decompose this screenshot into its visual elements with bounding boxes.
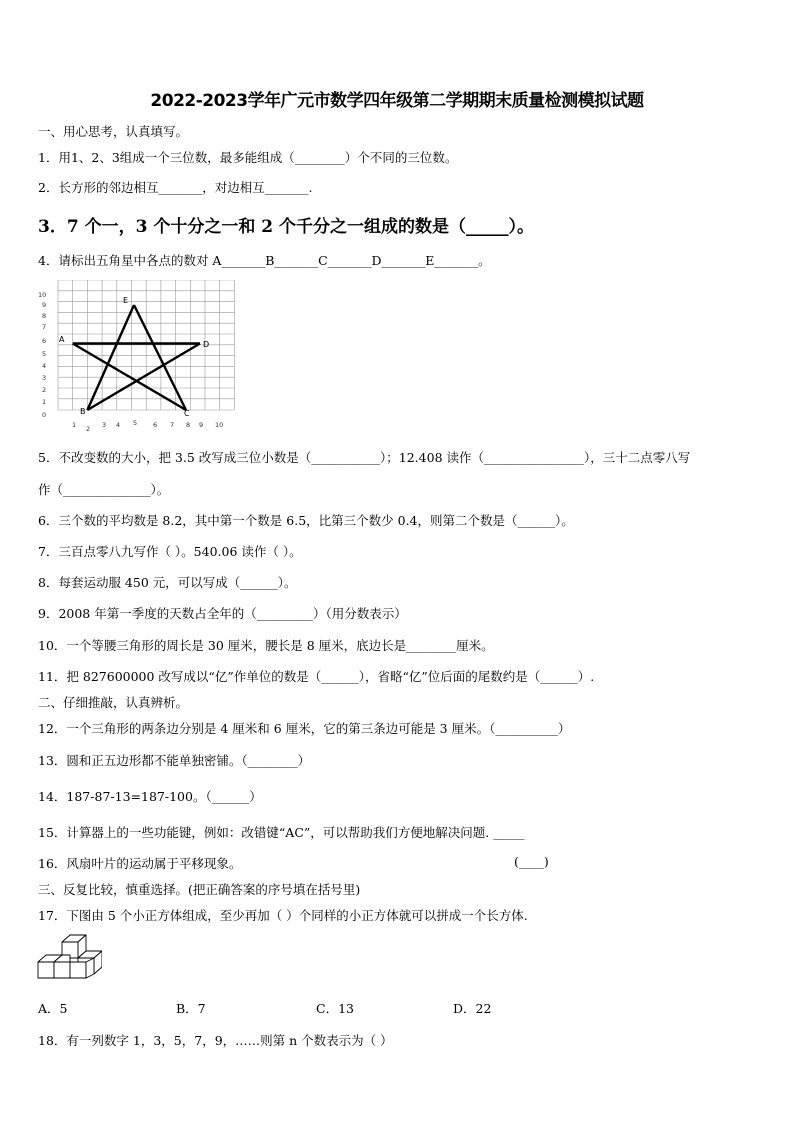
question-5-continued: 作（______________）。: [38, 482, 170, 497]
page-title: 2022-2023学年广元市数学四年级第二学期期末质量检测模拟试题: [150, 91, 644, 111]
y-tick-label: 5: [42, 350, 47, 358]
x-tick-label: 10: [215, 421, 224, 429]
question-10: 10．一个等腰三角形的周长是 30 厘米，腰长是 8 厘米，底边长是________厘米。: [38, 638, 494, 653]
x-tick-label: 6: [153, 421, 158, 429]
y-tick-label: 1: [42, 398, 47, 406]
option-a: A．5: [38, 1001, 68, 1016]
x-tick-label: 9: [199, 421, 204, 429]
question-18: 18．有一列数字 1，3，5，7，9，……则第 n 个数表示为（ ）: [38, 1033, 393, 1048]
question-5: 5．不改变数的大小，把 3.5 改写成三位小数是（___________）；12.408 读作（________________），三十二点零八写: [38, 450, 691, 465]
question-12: 12．一个三角形的两条边分别是 4 厘米和 6 厘米，它的第三条边可能是 3 厘米。（__________）: [38, 721, 571, 736]
point-label-b: B: [80, 407, 86, 416]
option-b: B．7: [176, 1001, 206, 1016]
star-shape: [73, 305, 200, 410]
x-tick-label: 8: [186, 421, 191, 429]
y-tick-label: 3: [42, 374, 47, 382]
question-1: 1．用1、2、3组成一个三位数，最多能组成（________）个不同的三位数。: [38, 150, 458, 165]
section-1-heading: 一、用心思考，认真填写。: [38, 124, 189, 139]
y-tick-label: 8: [42, 312, 47, 320]
section-2-heading: 二、仔细推敲，认真辨析。: [38, 695, 189, 710]
question-4: 4．请标出五角星中各点的数对 A_______B_______C_______D_______E_______。: [38, 253, 491, 268]
y-tick-label: 2: [42, 386, 47, 394]
y-tick-label: 10: [38, 291, 47, 299]
question-15: 15．计算器上的一些功能键，例如：改错键“AC”，可以帮助我们方便地解决问题. _____: [38, 825, 525, 840]
star-grid-figure: [34, 280, 244, 438]
x-tick-label: 1: [72, 421, 77, 429]
point-label-a: A: [59, 335, 65, 344]
question-16-answer-blank: (____): [514, 854, 549, 869]
point-label-e: E: [123, 296, 129, 305]
y-tick-label: 7: [42, 323, 47, 331]
y-tick-label: 6: [42, 337, 47, 345]
question-17: 17．下图由 5 个小正方体组成，至少再加（ ）个同样的小正方体就可以拼成一个长方体.: [38, 908, 528, 923]
cubes-figure: [36, 932, 102, 986]
question-16: 16．风扇叶片的运动属于平移现象。: [38, 856, 242, 871]
question-7: 7．三百点零八九写作（ ）。540.06 读作（ ）。: [38, 544, 302, 559]
question-11: 11．把 827600000 改写成以“亿”作单位的数是（______），省略“亿”位后面的尾数约是（______）.: [38, 669, 595, 684]
question-3: 3．7 个一，3 个十分之一和 2 个千分之一组成的数是（_____）。: [38, 217, 534, 237]
question-8: 8．每套运动服 450 元，可以写成（______）。: [38, 575, 297, 590]
x-tick-label: 7: [170, 421, 175, 429]
option-d: D．22: [453, 1001, 492, 1016]
question-6: 6．三个数的平均数是 8.2，其中第一个数是 6.5，比第三个数少 0.4，则第二个数是（______）。: [38, 513, 574, 528]
question-9: 9．2008 年第一季度的天数占全年的（_________）（用分数表示）: [38, 606, 407, 621]
section-3-heading: 三、反复比较，慎重选择。(把正确答案的序号填在括号里): [38, 882, 361, 897]
point-label-c: C: [184, 409, 190, 418]
y-tick-label: 4: [42, 362, 47, 370]
question-2: 2．长方形的邻边相互_______，对边相互_______.: [38, 180, 313, 195]
x-tick-label: 4: [116, 421, 121, 429]
x-tick-label: 5: [133, 419, 138, 427]
option-c: C．13: [316, 1001, 354, 1016]
question-14: 14．187-87-13=187-100。（______）: [38, 789, 262, 804]
x-tick-label: 2: [86, 425, 91, 433]
question-13: 13．圆和正五边形都不能单独密铺。（________）: [38, 753, 311, 768]
x-tick-label: 3: [102, 421, 107, 429]
point-label-d: D: [203, 340, 210, 349]
y-tick-label: 9: [42, 301, 47, 309]
y-tick-label: 0: [42, 411, 47, 419]
